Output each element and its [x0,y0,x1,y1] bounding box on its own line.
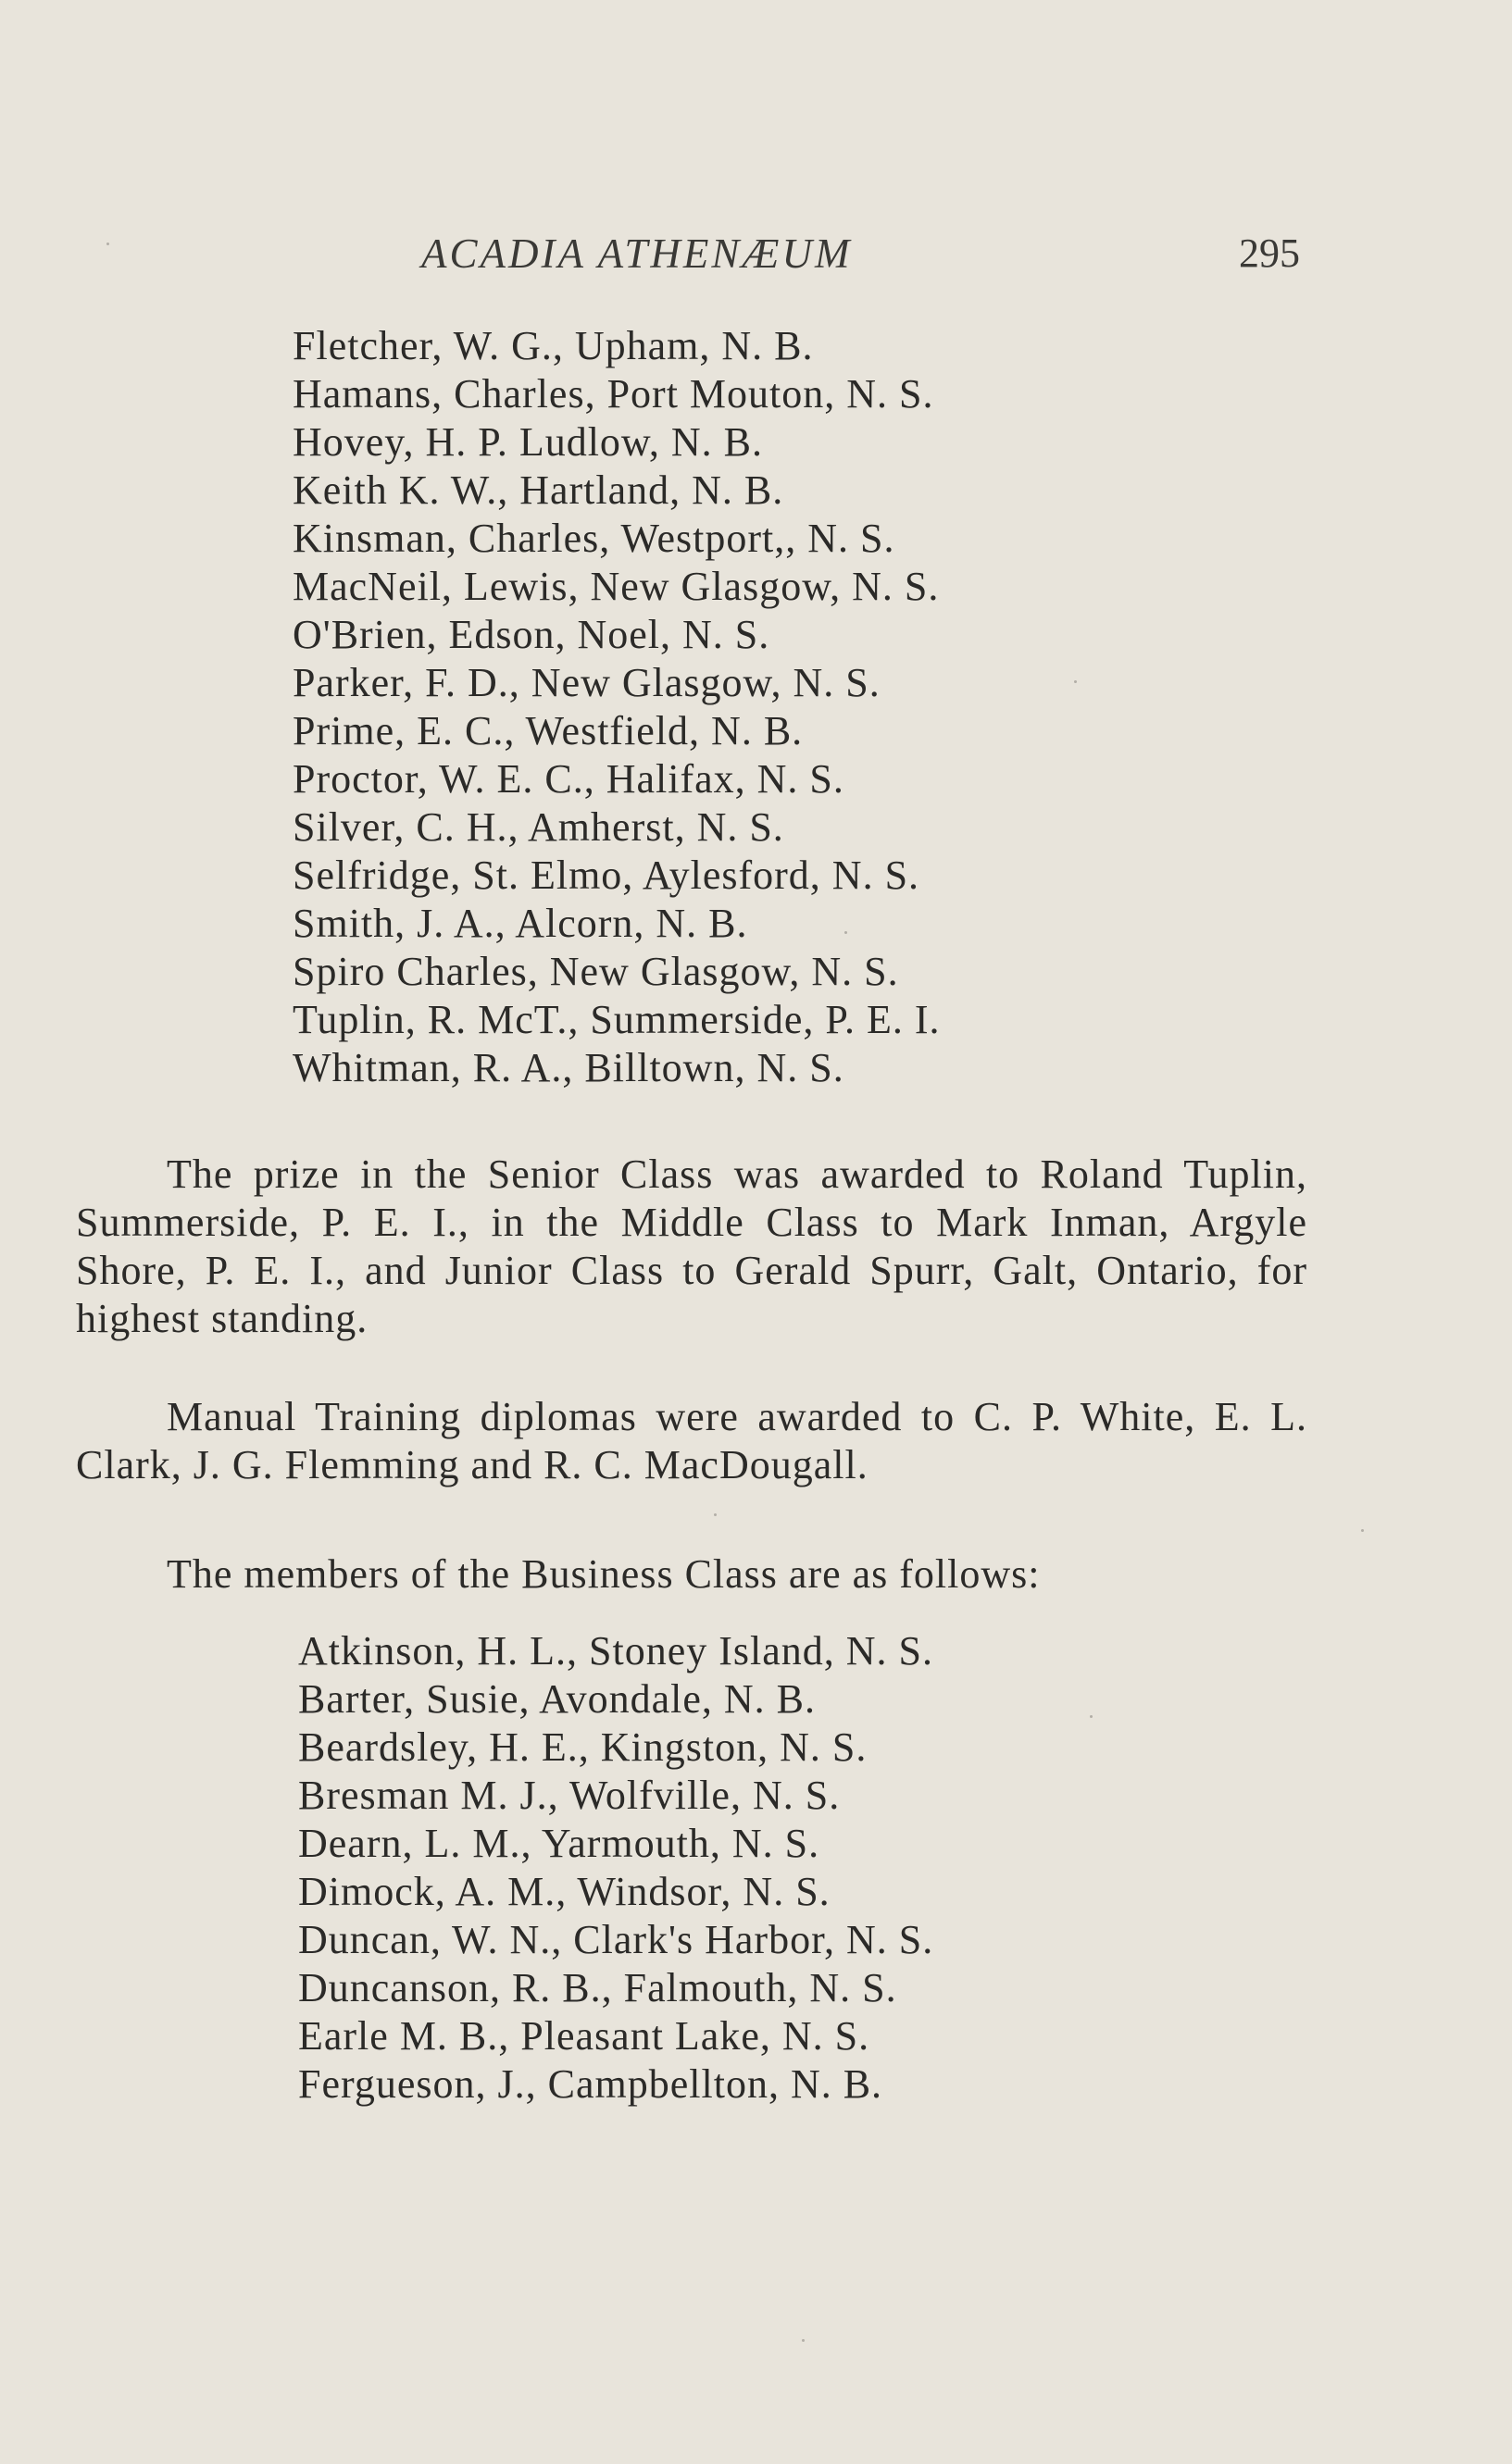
paper-speck [1074,680,1077,683]
list-item: Silver, C. H., Amherst, N. S. [293,804,784,850]
paper-speck [802,2339,805,2342]
paper-speck [106,243,109,245]
list-item: Whitman, R. A., Billtown, N. S. [293,1045,844,1090]
business-class-list [298,1627,933,2109]
list-item: Duncanson, R. B., Falmouth, N. S. [298,1965,897,2010]
list-item: Prime, E. C., Westfield, N. B. [293,708,804,753]
list-item: Proctor, W. E. C., Halifax, N. S. [293,756,844,802]
list-item: Dearn, L. M., Yarmouth, N. S. [298,1821,820,1866]
list-item: O'Brien, Edson, Noel, N. S. [293,612,770,657]
list-item: Dimock, A. M., Windsor, N. S. [298,1869,831,1914]
paper-speck [1361,1529,1364,1532]
list-item: Selfridge, St. Elmo, Aylesford, N. S. [293,852,920,898]
list-item: Duncan, W. N., Clark's Harbor, N. S. [298,1917,934,1962]
list-item: Fletcher, W. G., Upham, N. B. [293,323,814,368]
list-item: Bresman M. J., Wolfville, N. S. [298,1773,841,1818]
running-head [0,230,1512,285]
list-item: Keith K. W., Hartland, N. B. [293,467,784,513]
paper-speck [714,1513,717,1516]
list-item: MacNeil, Lewis, New Glasgow, N. S. [293,564,940,609]
list-item: Spiro Charles, New Glasgow, N. S. [293,949,899,994]
list-item: Beardsley, H. E., Kingston, N. S. [298,1724,868,1770]
list-item: Parker, F. D., New Glasgow, N. S. [293,660,881,705]
manual-training-paragraph: Manual Training diplomas were awarded to C. P. White, E. L. Clark, J. G. Flemming and R. C. MacDougall. [76,1394,1307,1487]
list-item: Smith, J. A., Alcorn, N. B. [293,901,748,946]
list-item: Hamans, Charles, Port Mouton, N. S. [293,371,934,417]
list-item: Kinsman, Charles, Westport,, N. S. [293,516,895,561]
list-item: Fergueson, J., Campbellton, N. B. [298,2061,883,2107]
business-class-intro: The members of the Business Class are as follows: [167,1551,1041,1597]
paper-speck [844,931,847,934]
list-item: Earle M. B., Pleasant Lake, N. S. [298,2013,870,2059]
list-item: Atkinson, H. L., Stoney Island, N. S. [298,1628,933,1674]
list-item: Barter, Susie, Avondale, N. B. [298,1676,817,1722]
paper-speck [1090,1715,1093,1718]
prize-paragraph: The prize in the Senior Class was awarded to Roland Tuplin, Summerside, P. E. I., in the Middle Class to Mark Inman, Argyle Shore, P. E. I., and Junior Class to Gerald Spurr, Galt, Ontario, for highest standing. [76,1151,1307,1341]
page-number: 295 [1239,230,1300,276]
list-item: Hovey, H. P. Ludlow, N. B. [293,419,763,465]
list-item: Tuplin, R. McT., Summerside, P. E. I. [293,997,941,1042]
student-list-continued [293,322,941,1092]
running-title: ACADIA ATHENÆUM [421,230,853,277]
